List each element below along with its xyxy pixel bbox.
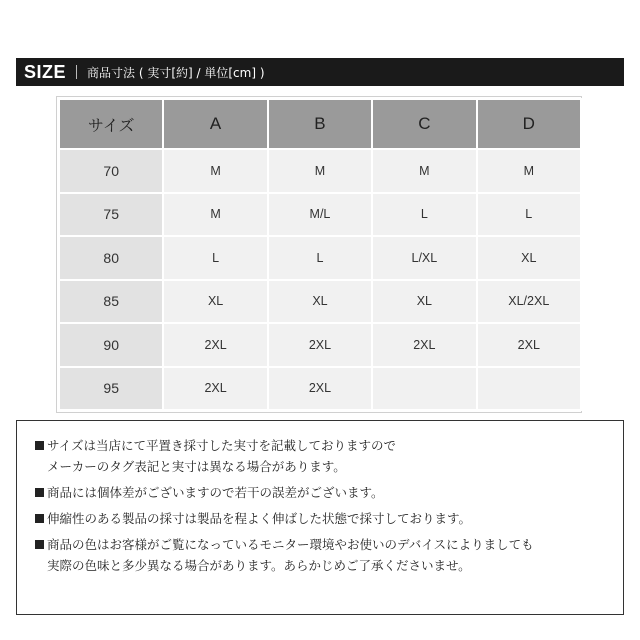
table-cell [372,367,476,411]
row-header: 90 [59,323,163,367]
table-cell: M [477,149,581,193]
notes-box [16,420,624,615]
table-row [59,323,581,367]
corner-header: サイズ [59,99,163,149]
table-cell: XL/2XL [477,280,581,324]
table-cell: M [268,149,372,193]
table-cell: XL [372,280,476,324]
table-cell: M [163,149,267,193]
table-cell: L/XL [372,236,476,280]
row-header: 85 [59,280,163,324]
square-bullet-icon [35,488,44,497]
table-header-row [59,99,581,149]
note-item [35,482,605,503]
header-subtitle: 商品寸法 ( 実寸[約] / 単位[cm] ) [87,65,265,80]
table-cell: XL [163,280,267,324]
table-cell: 2XL [163,367,267,411]
column-header: A [163,99,267,149]
table-cell: 2XL [477,323,581,367]
table-cell: XL [477,236,581,280]
size-table [58,98,582,411]
square-bullet-icon [35,514,44,523]
note-text: 商品の色はお客様がご覧になっているモニター環境やお使いのデバイスによりましても 実際の色味と多少異なる場合があります。あらかじめご了承くださいませ。 [47,537,534,573]
header-bar [16,58,624,86]
table-cell: M [372,149,476,193]
header-title: SIZE [24,61,67,82]
note-text: 商品には個体差がございますので若干の誤差がございます。 [47,485,384,500]
table-row [59,280,581,324]
note-text: 伸縮性のある製品の採寸は製品を程よく伸ばした状態で採寸しております。 [47,511,472,526]
note-item [35,508,605,529]
table-cell: L [372,193,476,237]
table-cell: L [268,236,372,280]
table-cell: L [163,236,267,280]
table-cell: 2XL [268,323,372,367]
table-row [59,193,581,237]
row-header: 80 [59,236,163,280]
table-row [59,149,581,193]
table-row [59,236,581,280]
table-cell: M/L [268,193,372,237]
row-header: 95 [59,367,163,411]
note-text: サイズは当店にて平置き採寸した実寸を記載しておりますので メーカーのタグ表記と実寸は異なる場合があります。 [47,438,397,474]
table-cell: 2XL [372,323,476,367]
table-row [59,367,581,411]
table-cell: M [163,193,267,237]
note-item [35,435,605,477]
row-header: 70 [59,149,163,193]
table-cell: 2XL [268,367,372,411]
column-header: B [268,99,372,149]
table-cell: 2XL [163,323,267,367]
column-header: D [477,99,581,149]
table-cell [477,367,581,411]
note-item [35,534,605,576]
column-header: C [372,99,476,149]
row-header: 75 [59,193,163,237]
square-bullet-icon [35,441,44,450]
table-cell: XL [268,280,372,324]
table-cell: L [477,193,581,237]
header-divider [76,65,77,79]
square-bullet-icon [35,540,44,549]
